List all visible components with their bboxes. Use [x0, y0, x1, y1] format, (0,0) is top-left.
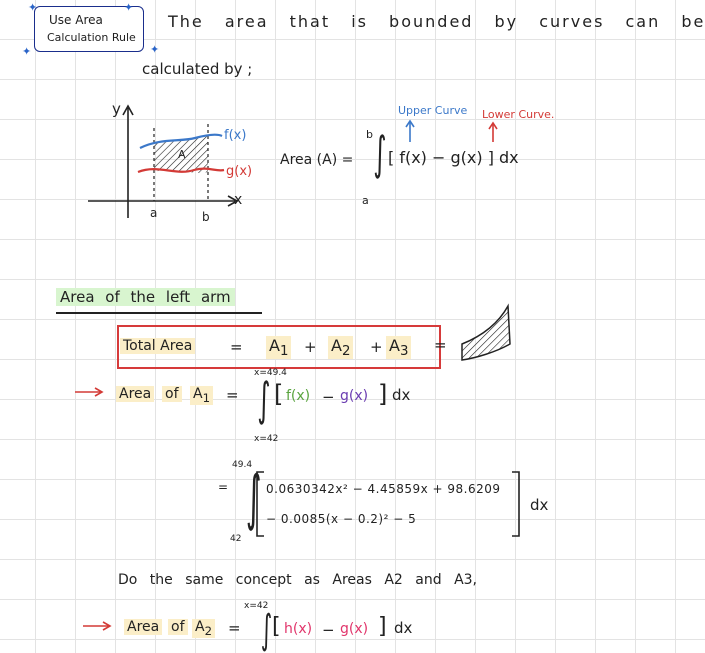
a2-eq: = [228, 619, 241, 637]
a1-f: f(x) [286, 388, 311, 404]
formula-lower-limit: a [362, 194, 369, 207]
intro-line-1: The area that is bounded by curves can be [168, 12, 705, 31]
total-eq-2: = [434, 336, 447, 354]
exp-integral-sign: ∫ [245, 463, 262, 533]
term-a1: $A_1$ [266, 336, 291, 359]
left-arm-shape [456, 300, 516, 366]
arrow-icon [74, 386, 104, 398]
term-a2: $A_2$ [328, 336, 353, 359]
graph-a-label: a [150, 206, 158, 220]
f-label: f(x) [224, 128, 247, 143]
a1-bracket-open: [ [274, 380, 284, 408]
integral-sign: ∫ [373, 126, 387, 180]
graph-b-label: b [202, 210, 210, 224]
a2-dx: dx [394, 619, 413, 637]
sparkle-icon: ✦ [22, 45, 32, 58]
formula-upper-limit: b [366, 128, 373, 141]
a1-g: g(x) [340, 388, 369, 404]
a1-label-of: of [162, 386, 182, 402]
total-area-label: Total Area [120, 338, 195, 354]
a1-lower-limit: x=42 [254, 434, 279, 444]
upper-curve-label: Upper Curve [398, 104, 468, 117]
exp-line-1: 0.0630342x² − 4.45859x + 98.6209 [266, 482, 501, 496]
a2-h: h(x) [284, 621, 313, 637]
a1-integral-sign: ∫ [257, 372, 271, 426]
a2-bracket-open: [ [272, 614, 281, 639]
curve-arrows [402, 118, 502, 144]
a2-label-of: of [168, 619, 188, 635]
a1-dx: dx [392, 386, 411, 404]
a1-upper-limit: x=49.4 [254, 368, 287, 378]
a1-minus: − [322, 388, 335, 406]
exp-brackets [254, 470, 530, 540]
a2-label-area: Area [124, 619, 162, 635]
a2-upper-limit: x=42 [244, 601, 269, 611]
a2-minus: − [322, 621, 335, 639]
a1-bracket-close: ] [378, 380, 388, 408]
graph-x-label: x [234, 192, 243, 208]
lower-curve-label: Lower Curve. [482, 108, 555, 121]
a2-integral-sign: ∫ [260, 607, 273, 653]
a2-g: g(x) [340, 621, 369, 637]
arrow-icon [82, 620, 112, 632]
exp-eq: = [218, 480, 229, 494]
sparkle-icon: ✦ [28, 1, 38, 14]
exp-lower-limit: 42 [230, 534, 242, 544]
a1-eq: = [226, 386, 239, 404]
title-line-2: Calculation Rule [47, 31, 136, 44]
g-label: g(x) [226, 164, 253, 179]
term-a3: $A_3$ [386, 336, 411, 359]
total-eq: = [230, 338, 243, 356]
title-line-1: Use Area [49, 13, 103, 27]
a1-label-area: Area [116, 386, 154, 402]
plus-2: + [370, 338, 383, 356]
a2-label-a: $A_2$ [192, 619, 215, 638]
sparkle-icon: ✦ [150, 43, 160, 56]
exp-upper-limit: 49.4 [232, 460, 253, 470]
graph-y-label: y [112, 100, 121, 118]
a1-label-a: $A_1$ [190, 386, 213, 405]
plus-1: + [304, 338, 317, 356]
intro-line-2: calculated by ; [142, 60, 253, 78]
section-title: Area of the left arm [56, 288, 235, 306]
exp-line-2: − 0.0085(x − 0.2)² − 5 [266, 512, 417, 526]
section-underline [56, 312, 262, 314]
sparkle-icon: ✦ [124, 1, 134, 14]
a2-bracket-close: ] [378, 614, 387, 639]
area-lhs: Area (A) = [280, 152, 354, 168]
same-concept-text: Do the same concept as Areas A2 and A3, [118, 572, 478, 588]
formula-integrand: [ f(x) − g(x) ] dx [388, 148, 519, 167]
region-label: A [178, 148, 186, 161]
exp-dx: dx [530, 496, 549, 514]
